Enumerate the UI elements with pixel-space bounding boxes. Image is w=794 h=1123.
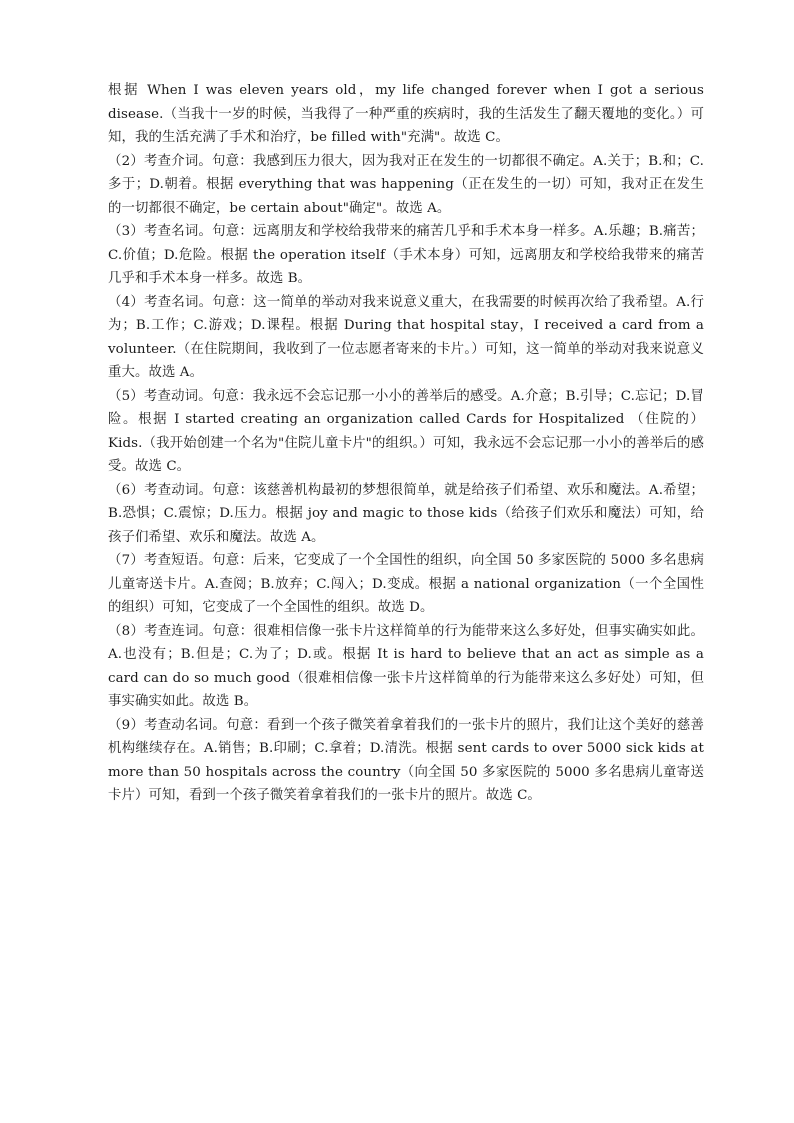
paragraph-answer-9: （9）考查动名词。句意：看到一个孩子微笑着拿着我们的一张卡片的照片，我们让这个美好的慈善机构继续存在。A.销售；B.印刷；C.拿着；D.清洗。根据 sent cards to over 5000 sick kids at more than 50 hospitals across the country（向全国 50 多家医院的 5000 多名患病儿童寄送卡片）可知，看到一个孩子微笑着拿着我们的一张卡片的照片。故选 C。 xyxy=(108,717,704,803)
document-page xyxy=(108,79,704,808)
paragraph-answer-1: 根据 When I was eleven years old，my life changed forever when I got a serious disease.（当我十一岁的时候，当我得了一种严重的疾病时，我的生活发生了翻天覆地的变化。）可知，我的生活充满了手术和治疗，be filled with"充满"。故选 C。 xyxy=(108,83,704,145)
paragraph-answer-2: （2）考查介词。句意：我感到压力很大，因为我对正在发生的一切都很不确定。A.关于；B.和；C.多于；D.朝着。根据 everything that was happening（正在发生的一切）可知，我对正在发生的一切都很不确定，be certain about"确定"。故选 A。 xyxy=(108,153,704,216)
paragraph-answer-8: （8）考查连词。句意：很难相信像一张卡片这样简单的行为能带来这么多好处，但事实确实如此。A.也没有；B.但是；C.为了；D.或。根据 It is hard to believe that an act as simple as a card can do so much good（很难相信像一张卡片这样简单的行为能带来这么多好处）可知，但事实确实如此。故选 B。 xyxy=(108,623,704,709)
paragraph-answer-7: （7）考查短语。句意：后来，它变成了一个全国性的组织，向全国 50 多家医院的 5000 多名患病儿童寄送卡片。A.查阅；B.放弃；C.闯入；D.变成。根据 a national organization（一个全国性的组织）可知，它变成了一个全国性的组织。故选 D。 xyxy=(108,553,704,615)
paragraph-answer-3: （3）考查名词。句意：远离朋友和学校给我带来的痛苦几乎和手术本身一样多。A.乐趣；B.痛苦；C.价值；D.危险。根据 the operation itself（手术本身）可知，远离朋友和学校给我带来的痛苦几乎和手术本身一样多。故选 B。 xyxy=(108,224,704,286)
paragraph-answer-5: （5）考查动词。句意：我永远不会忘记那一小小的善举后的感受。A.介意；B.引导；C.忘记；D.冒险。根据 I started creating an organization called Cards for Hospitalized （住院的） Kids.（我开始创建一个名为"住院儿童卡片"的组织。）可知，我永远不会忘记那一小小的善举后的感受。故选 C。 xyxy=(108,388,704,474)
paragraph-answer-4: （4）考查名词。句意：这一简单的举动对我来说意义重大，在我需要的时候再次给了我希望。A.行为；B.工作；C.游戏；D.课程。根据 During that hospital stay，I received a card from a volunteer.（在住院期间，我收到了一位志愿者寄来的卡片。）可知，这一简单的举动对我来说意义重大。故选 A。 xyxy=(108,294,704,380)
paragraph-answer-6: （6）考查动词。句意：该慈善机构最初的梦想很简单，就是给孩子们希望、欢乐和魔法。A.希望；B.恐惧；C.震惊；D.压力。根据 joy and magic to those kids（给孩子们欢乐和魔法）可知，给孩子们希望、欢乐和魔法。故选 A。 xyxy=(108,482,704,545)
